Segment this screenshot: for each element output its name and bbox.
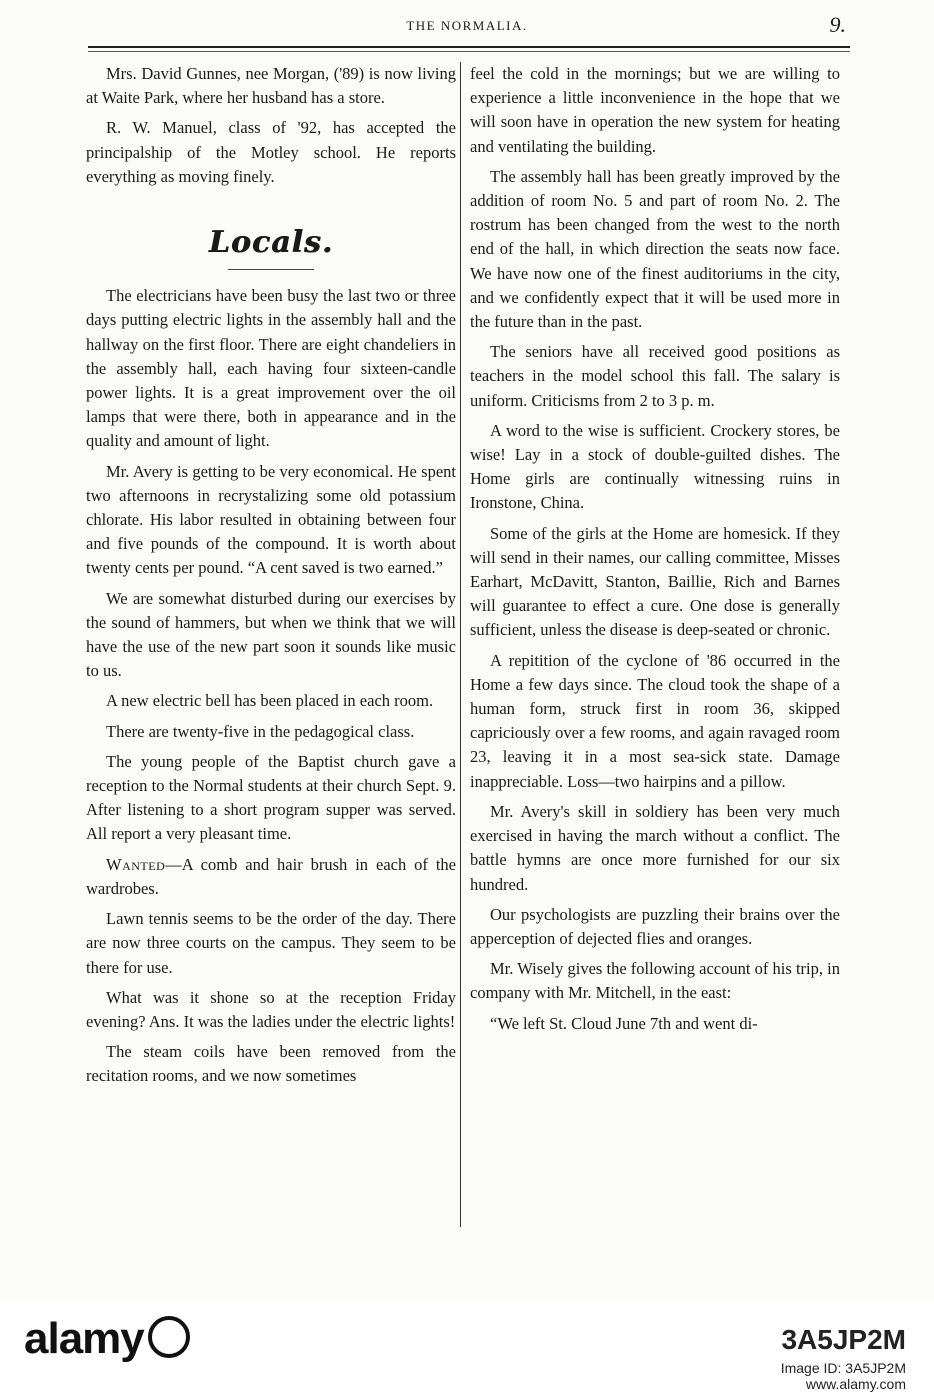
heading-rule bbox=[228, 269, 314, 270]
paragraph-wanted bbox=[86, 853, 456, 901]
column-divider bbox=[460, 62, 461, 1227]
page-number: 9. bbox=[829, 12, 846, 37]
paragraph-cyclone: A repitition of the cyclone of '86 occurred in the Home a few days since. The cloud took the shape of a human form, struck first in room 36, skipped capriciously over a few rooms, and again ravaged room 23, leaving it in a most sea-sick state. Damage inappreciable. Loss—two hairpins and a pillow. bbox=[470, 650, 840, 791]
paragraph-wisely: Mr. Wisely gives the following account of his trip, in company with Mr. Mitchell, in the east: bbox=[470, 959, 840, 1003]
paragraph-shone: What was it shone so at the reception Friday evening? Ans. It was the ladies under the electric lights! bbox=[86, 987, 456, 1031]
wanted-label: Wanted bbox=[106, 854, 166, 874]
logo-mark-icon bbox=[148, 1316, 190, 1358]
brand-name: alamy bbox=[24, 1314, 144, 1363]
paragraph-pedagogical: There are twenty-five in the pedagogical class. bbox=[106, 721, 415, 741]
section-heading-locals: Locals. bbox=[208, 225, 334, 261]
paragraph-hammers: We are somewhat disturbed during our exercises by the sound of hammers, but when we think that we will have the use of the new part soon it sounds like music to us. bbox=[86, 588, 456, 681]
paragraph-baptist: The young people of the Baptist church gave a reception to the Normal students at their church Sept. 9. After listening to a short program supper was served. All report a very pleasant time. bbox=[86, 751, 456, 844]
header-rule bbox=[88, 46, 850, 52]
paragraph-seniors: The seniors have all received good positions as teachers in the model school this fall. The salary is uniform. Criticisms from 2 to 3 p. m. bbox=[470, 342, 840, 410]
paragraph-gunnes: Mrs. David Gunnes, nee Morgan, ('89) is now living at Waite Park, where her husband has a store. bbox=[86, 64, 456, 108]
paragraph-avery: Mr. Avery is getting to be very economical. He spent two afternoons in recrystalizing some old potassium chlorate. His labor resulted in obtaining between four and five pounds of the compound. It is worth about twenty cents per pound. “A cent saved is two earned.” bbox=[86, 461, 456, 578]
wanted-text: —A comb and hair brush in each of the wardrobes. bbox=[86, 854, 456, 898]
image-id-label: Image ID: 3A5JP2M bbox=[780, 1360, 906, 1376]
right-column bbox=[470, 62, 840, 1042]
paragraph-wise: A word to the wise is sufficient. Crockery stores, be wise! Lay in a stock of double-guilted dishes. The Home girls are continually witnessing ruins in Ironstone, China. bbox=[470, 420, 840, 513]
left-column bbox=[86, 62, 456, 1095]
stock-footer bbox=[0, 1300, 934, 1390]
paragraph-soldiery: Mr. Avery's skill in soldiery has been very much exercised in having the march without a conflict. The battle hymns are once more furnished for our six hundred. bbox=[470, 801, 840, 894]
paragraph-homesick: Some of the girls at the Home are homesick. If they will send in their names, our calling committee, Misses Earhart, McDavitt, Stanton, Baillie, Rich and Barnes will guarantee to effect a cure. One dose is generally sufficient, unless the disease is deep-seated or chronic. bbox=[470, 523, 840, 640]
paragraph-bell: A new electric bell has been placed in each room. bbox=[106, 691, 434, 711]
paragraph-cold: feel the cold in the mornings; but we are willing to experience a little inconvenience in the hope that we will soon have in operation the new system for heating and ventilating the building. bbox=[470, 64, 840, 156]
paragraph-tennis: Lawn tennis seems to be the order of the day. There are now three courts on the campus. They seem to be there for use. bbox=[86, 909, 456, 977]
footer-meta bbox=[781, 1324, 906, 1392]
paragraph-psych: Our psychologists are puzzling their brains over the apperception of dejected flies and oranges. bbox=[470, 904, 840, 948]
alamy-logo[interactable] bbox=[24, 1314, 190, 1364]
paragraph-steam: The steam coils have been removed from the recitation rooms, and we now sometimes bbox=[86, 1042, 456, 1086]
paragraph-assembly: The assembly hall has been greatly improved by the addition of room No. 5 and part of room No. 2. The rostrum has been changed from the west to the north end of the hall, in which direction the seats now face. We have now one of the finest auditoriums in the city, and we confidently expect that it will be used more in the future than in the past. bbox=[470, 166, 840, 332]
paragraph-electricians: The electricians have been busy the last two or three days putting electric lights in the assembly hall and the hallway on the first floor. There are eight chandeliers in the assembly hall, each having four sixteen-candle power lights. It is a great improvement over the oil lamps that were there, both in appearance and in the quality and amount of light. bbox=[86, 286, 456, 451]
site-link[interactable]: www.alamy.com bbox=[805, 1376, 906, 1392]
running-title: THE NORMALIA. bbox=[406, 18, 528, 33]
paragraph-manuel: R. W. Manuel, class of '92, has accepted the principalship of the Motley school. He reports everything as moving finely. bbox=[86, 118, 456, 186]
image-code: 3A5JP2M bbox=[781, 1324, 906, 1355]
paragraph-quote: “We left St. Cloud June 7th and went di- bbox=[490, 1013, 758, 1033]
section-heading-block bbox=[86, 225, 456, 270]
